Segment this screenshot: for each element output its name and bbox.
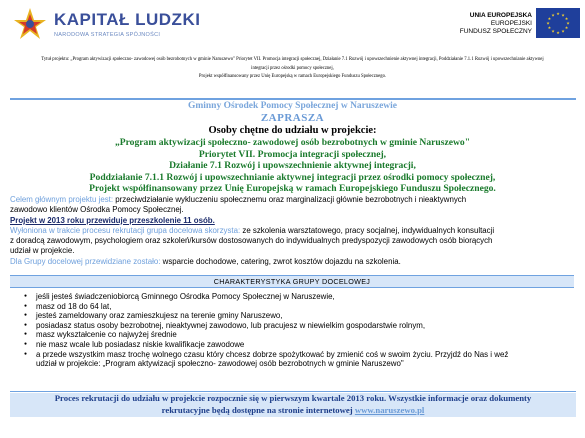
svg-text:★: ★ [566, 20, 570, 26]
eu-logo-line1: UNIA EUROPEJSKA [469, 12, 532, 19]
kapital-ludzki-subtitle: NARODOWA STRATEGIA SPÓJNOŚCI [54, 32, 161, 38]
group-text-a: ze szkolenia warsztatowego, pracy socjalnej, indywidualnych konsultacji [240, 225, 495, 235]
svg-text:★: ★ [547, 15, 552, 21]
divider-top [10, 98, 576, 100]
intro-cofinancing: Projekt współfinansowany przez Unię Europejską w ramach Europejskiego Funduszu Społecznego. [89, 183, 496, 194]
eu-flag-icon [536, 8, 580, 38]
group-row [10, 226, 576, 236]
group-label: Wyłoniona w trakcie procesu rekrutacji grupa docelowa skorzysta: [10, 225, 241, 235]
project-info-line3: Projekt współfinansowany przez Unię Europejską w ramach Europejskiego Funduszu Społecznego. [198, 74, 387, 79]
svg-text:★: ★ [551, 12, 555, 18]
details-section [10, 195, 576, 267]
recruitment-footer [10, 393, 576, 417]
group-text-c: udział w projekcie. [10, 246, 75, 256]
svg-text:★: ★ [561, 12, 565, 18]
eu-logo-line3: FUNDUSZ SPOŁECZNY [459, 28, 532, 35]
project-info-small [10, 56, 575, 82]
eu-logo [440, 6, 580, 46]
intro-action: Działanie 7.1 Rozwój i upowszechnienie aktywnej integracji, [169, 160, 416, 171]
goal-text-b: zawodowo klientów Ośrodka Pomocy Społecznej. [10, 205, 184, 215]
svg-text:★: ★ [556, 30, 560, 35]
organization-name: Gminny Ośrodek Pomocy Społecznej w Naruszewie [187, 101, 398, 111]
svg-text:★: ★ [551, 28, 555, 34]
goal-text-a: przeciwdziałanie wykluczeniu społecznemu oraz marginalizacji głównie bezrobotnych i nieaktywnych [113, 195, 467, 204]
intro-priority: Priorytet VII. Promocja integracji społecznej, [198, 148, 387, 160]
list-item: ● jesteś zameldowany oraz zamieszkujesz na terenie gminy Naruszewo, [20, 311, 576, 321]
list-item: ● masz od 18 do 64 lat, [20, 302, 576, 312]
svg-text:★: ★ [556, 11, 560, 16]
svg-text:★: ★ [564, 25, 569, 31]
list-item: ● masz wykształcenie co najwyżej średnie [20, 330, 576, 340]
footer-line2 [10, 405, 576, 417]
list-item: ● jeśli jesteś świadczeniobiorcą Gminnego Ośrodka Pomocy Społecznej w Naruszewie, [20, 292, 576, 302]
intro-subaction: Poddziałanie 7.1.1 Rozwój i upowszechnianie aktywnej integracji przez ośrodki pomocy społecznej, [89, 171, 496, 183]
footer-line2-text: rekrutacyjne będą dostępne na stronie internetowej [161, 404, 355, 415]
last-item-line1: ● a przede wszystkim masz trochę wolnego czasu który chcesz dobrze spożytkować by zmienić coś w swoim życiu. Przyjdź do Nas i weź [36, 349, 509, 359]
list-item: ● nie masz wcale lub posiadasz niskie kwalifikacje zawodowe [20, 340, 576, 350]
svg-text:★: ★ [564, 15, 569, 21]
characteristics-heading: CHARAKTERYSTYKA GRUPY DOCELOWEJ [10, 275, 574, 288]
svg-text:★: ★ [546, 20, 550, 26]
year-training-info: Projekt w 2013 roku przewiduje przeszkolenie 11 osób. [10, 215, 215, 225]
goal-row [10, 195, 576, 205]
group-text-b: z doradcą zawodowym, psychologiem oraz szkoleń/kursów dostosowanych do indywidualnych predyspozycji zawodowych osób biorących [10, 236, 493, 246]
kapital-ludzki-title: KAPITAŁ LUDZKI [54, 10, 201, 29]
eu-logo-text [460, 12, 532, 36]
footer-line1: Proces rekrutacji do udziału w projekcie rozpocznie się w pierwszym kwartale 2013 roku. Wszystkie informacje oraz dokumenty [54, 393, 532, 403]
project-info-line2: integracji przez ośrodki pomocy społecznej, [251, 65, 334, 71]
intro-line1: Osoby chętne do udziału w projekcie: [208, 125, 377, 136]
support-label: Dla Grupy docelowej przewidziane zostało: [10, 256, 161, 266]
kapital-ludzki-logo [10, 4, 201, 44]
header [0, 0, 585, 50]
list-item-last [20, 350, 576, 369]
list-item: ● posiadasz status osoby bezrobotnej, nieaktywnej zawodowo, lub pracujesz w niewielkim gospodarstwie rolnym, [20, 321, 576, 331]
goal-label: Celem głównym projektu jest: [10, 195, 114, 204]
intro-program-title: „Program aktywizacji społeczno- zawodowej osób bezrobotnych w gminie Naruszewo" [114, 137, 471, 148]
project-info-line1: Tytuł projektu: „Program aktywizacji społeczno- zawodowej osób bezrobotnych w gminie Naruszewo" Priorytet VII. Promocja integracji społecznej, Działanie 7.1 Rozwój i upowszechnienie aktywnej integracji, Poddziałanie 7.1.1 Rozwój i upowszechnianie aktywnej [41, 57, 544, 62]
website-link[interactable]: www.naruszewo.pl [354, 404, 425, 415]
eu-logo-line2: EUROPEJSKI [490, 20, 532, 27]
kapital-ludzki-star-icon [10, 4, 50, 44]
support-row [10, 257, 576, 267]
divider-bottom [10, 391, 576, 392]
last-item-line2: udział w projekcie: „Program aktywizacji społeczno- zawodowej osób bezrobotnych w gminie Naruszewo" [36, 359, 404, 369]
support-text: wsparcie dochodowe, catering, zwrot kosztów dojazdu na szkolenia. [160, 256, 401, 266]
characteristics-list [20, 292, 576, 369]
invite-heading: ZAPRASZA [260, 112, 325, 124]
svg-text:★: ★ [547, 25, 552, 31]
svg-text:★: ★ [561, 28, 565, 34]
